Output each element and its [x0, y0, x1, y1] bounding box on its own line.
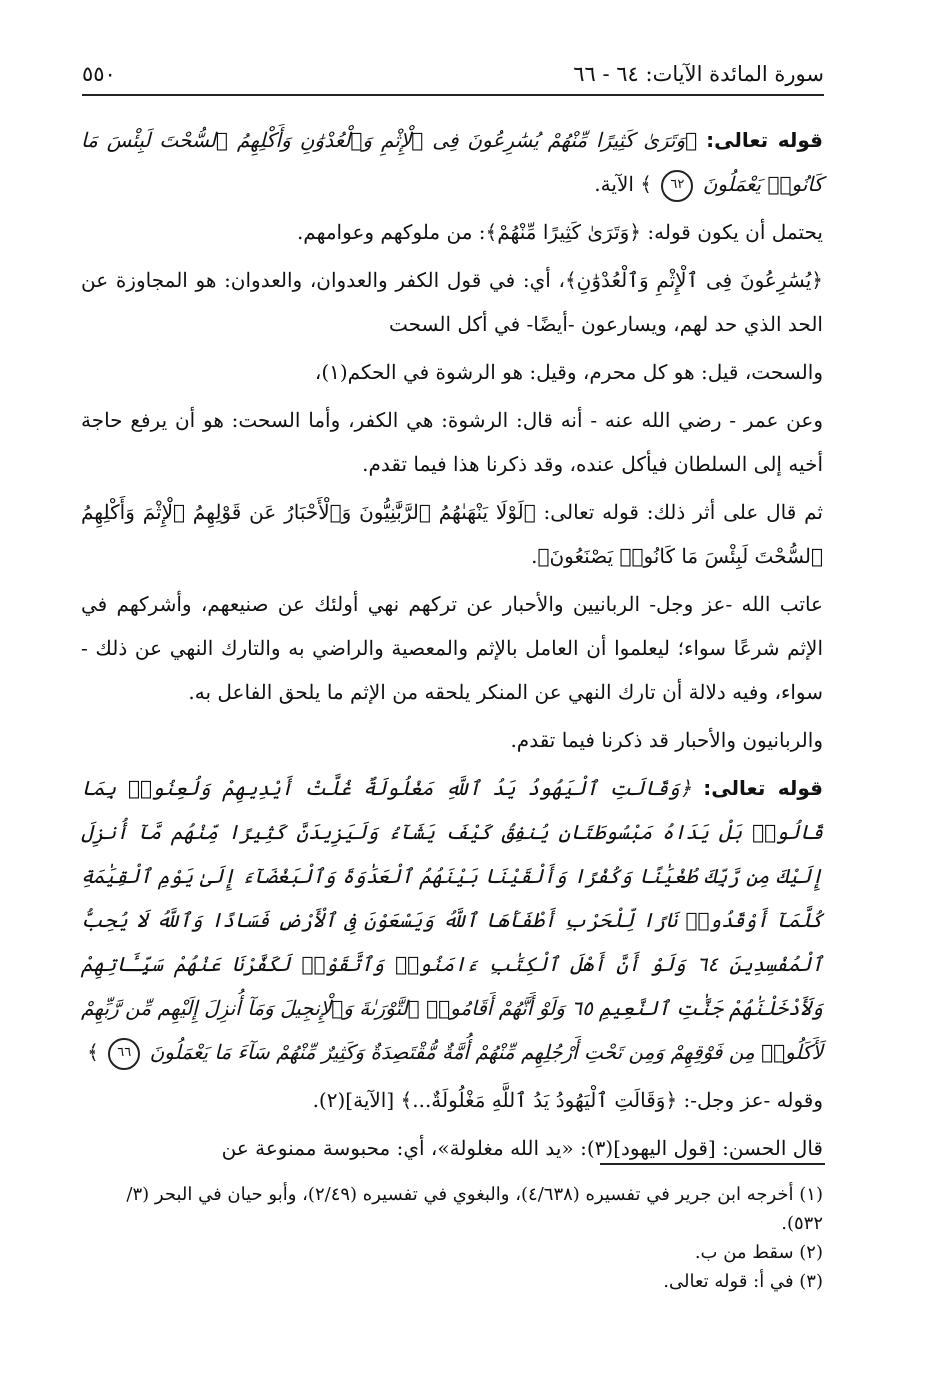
paragraph	[81, 766, 823, 1074]
footnotes	[81, 1180, 823, 1296]
keyword-label: قوله تعالى:	[703, 776, 823, 800]
paragraph-tail: ﴾ الآية.	[594, 172, 652, 196]
ayah-number-badge: ٦٦	[108, 1038, 140, 1070]
page-header	[82, 58, 824, 96]
verse-text: ﴿وَقَالَتِ ٱلْيَهُودُ يَدُ ٱللَّهِ مَغْلُولَةٌ غُلَّتْ أَيْدِيهِمْ وَلُعِنُوا۟ بِمَا قَالُوا۟ بَلْ يَدَاهُ مَبْسُوطَتَانِ يُنفِقُ كَيْفَ يَشَآءُ وَلَيَزِيدَنَّ كَثِيرًا مِّنْهُم مَّآ أُنزِلَ إِلَيْكَ مِن رَّبِّكَ طُغْيَٰنًا وَكُفْرًا وَأَلْقَيْنَا بَيْنَهُمُ ٱلْعَدَٰوَةَ وَٱلْبَغْضَآءَ إِلَىٰ يَوْمِ ٱلْقِيَٰمَةِ كُلَّمَآ أَوْقَدُوا۟ نَارًا لِّلْحَرْبِ أَطْفَأَهَا ٱللَّهُ وَيَسْعَوْنَ فِى ٱلْأَرْضِ فَسَادًا وَٱللَّهُ لَا يُحِبُّ ٱلْمُفْسِدِينَ ٦٤ وَلَوْ أَنَّ أَهْلَ ٱلْكِتَٰبِ ءَامَنُوا۟ وَٱتَّقَوْا۟ لَكَفَّرْنَا عَنْهُمْ سَيِّـَٔاتِهِمْ وَلَأَدْخَلْنَٰهُمْ جَنَّٰتِ ٱلنَّعِيمِ ٦٥ وَلَوْ أَنَّهُمْ أَقَامُوا۟ ٱلتَّوْرَىٰةَ وَٱلْإِنجِيلَ وَمَآ أُنزِلَ إِلَيْهِم مِّن رَّبِّهِمْ لَأَكَلُوا۟ مِن فَوْقِهِمْ وَمِن تَحْتِ أَرْجُلِهِم مِّنْهُمْ أُمَّةٌ مُّقْتَصِدَةٌ وَكَثِيرٌ مِّنْهُمْ سَآءَ مَا يَعْمَلُونَ	[81, 776, 824, 1064]
paragraph: ﴿يُسَٰرِعُونَ فِى ٱلْإِثْمِ وَٱلْعُدْوَٰنِ﴾، أي: في قول الكفر والعدوان، والعدوان: هو المجاوزة عن الحد الذي حد لهم، ويسارعون -أيضًا- في أكل السحت	[81, 268, 823, 336]
page-number: ٥٥٠	[82, 62, 116, 86]
paragraph: يحتمل أن يكون قوله: ﴿وَتَرَىٰ كَثِيرًا مِّنْهُمْ﴾: من ملوكهم وعوامهم.	[296, 220, 823, 244]
paragraph: والربانيون والأحبار قد ذكرنا فيما تقدم.	[510, 728, 823, 752]
paragraph: قال الحسن: [قول اليهود](٣): «يد الله مغلولة»، أي: محبوسة ممنوعة عن	[221, 1136, 823, 1160]
running-title: سورة المائدة الآيات: ٦٤ - ٦٦	[573, 62, 824, 86]
paragraph: والسحت، قيل: هو كل محرم، وقيل: هو الرشوة في الحكم(١)،	[314, 360, 823, 384]
footnote: (٣) في أ: قوله تعالى.	[663, 1271, 823, 1292]
paragraph: وقوله -عز وجل-: ﴿وَقَالَتِ ٱلْيَهُودُ يَدُ ٱللَّهِ مَغْلُولَةٌ...﴾ [الآية](٢).	[312, 1088, 823, 1112]
paragraph: ثم قال على أثر ذلك: قوله تعالى: ﴿لَوْلَا يَنْهَىٰهُمُ ٱلرَّبَّٰنِيُّونَ وَٱلْأَحْبَارُ عَن قَوْلِهِمُ ٱلْإِثْمَ وَأَكْلِهِمُ ٱلسُّحْتَ لَبِئْسَ مَا كَانُوا۟ يَصْنَعُونَ﴾.	[81, 500, 823, 568]
paragraph	[81, 118, 823, 206]
ayah-number-badge: ٦٢	[661, 170, 693, 202]
footnote: (١) أخرجه ابن جرير في تفسيره (٤/٦٣٨)، والبغوي في تفسيره (٢/٤٩)، وأبو حيان في البحر (٣/ ٥٣٢).	[126, 1184, 823, 1234]
paragraph-tail: ﴾	[87, 1040, 99, 1064]
paragraph: عاتب الله -عز وجل- الربانيين والأحبار عن تركهم نهي أولئك عن صنيعهم، وأشركهم في الإثم شرعًا سواء؛ ليعلموا أن العامل بالإثم والمعصية والراضي به والتارك النهي عن ذلك - سواء، وفيه دلالة أن تارك النهي عن المنكر يلحقه من الإثم ما يلحق الفاعل به.	[81, 592, 823, 704]
paragraph: وعن عمر - رضي الله عنه - أنه قال: الرشوة: هي الكفر، وأما السحت: هو أن يرفع حاجة أخيه إلى السلطان فيأكل عنده، وقد ذكرنا هذا فيما تقدم.	[81, 408, 823, 476]
footnote: (٢) سقط من ب.	[694, 1242, 823, 1263]
keyword-label: قوله تعالى:	[706, 128, 824, 152]
verse-text: ﴿وَتَرَىٰ كَثِيرًا مِّنْهُمْ يُسَٰرِعُونَ فِى ٱلْإِثْمِ وَٱلْعُدْوَٰنِ وَأَكْلِهِمُ ٱلسُّحْتَ لَبِئْسَ مَا كَانُوا۟ يَعْمَلُونَ	[81, 128, 823, 196]
footnote-separator	[600, 1163, 825, 1165]
main-text	[81, 118, 823, 1174]
